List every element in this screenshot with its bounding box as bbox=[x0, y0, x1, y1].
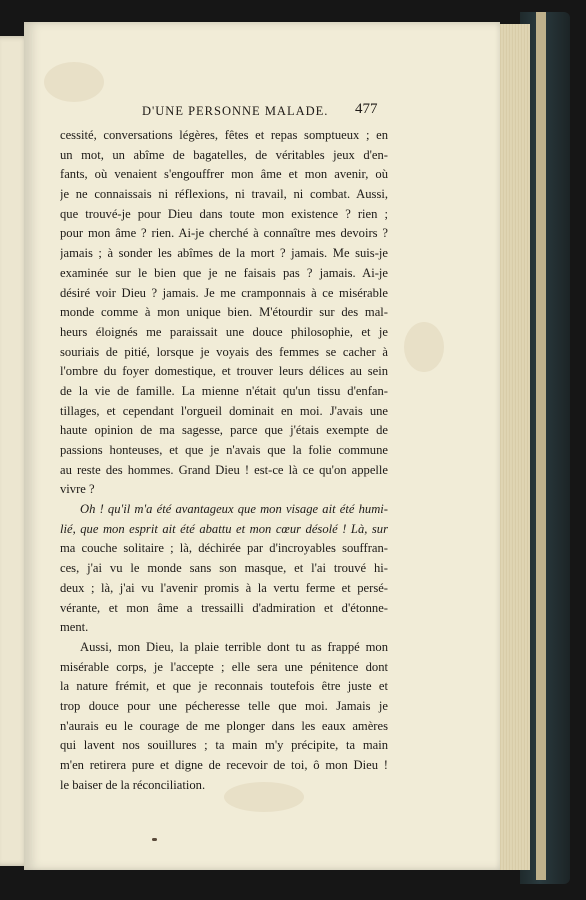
text-line: pour mon âme ? rien. Ai-je cherché à connaître mes devoirs ? bbox=[60, 226, 388, 241]
text-line: fants, où venaient s'engouffrer mon âme et mon avenir, où bbox=[60, 167, 388, 182]
text-line: deux ; là, j'ai vu l'avenir promis à la vertu ferme et persé- bbox=[60, 580, 388, 595]
text-line: n'aurais eu le courage de me plonger dans les eaux amères bbox=[60, 718, 388, 733]
book-cover-edge bbox=[536, 12, 546, 880]
text-line: un mot, un abîme de bagatelles, de véritables jeux d'en- bbox=[60, 147, 388, 162]
text-line: la nature frémit, et que je reconnais toutefois être juste et bbox=[60, 679, 388, 694]
text-line: souriais de pitié, lorsque je voyais des femmes se cacher à bbox=[60, 344, 388, 359]
text-line: ces, j'ai vu le monde sans son masque, et l'ai trouvé hi- bbox=[60, 561, 388, 576]
text-line: Aussi, mon Dieu, la plaie terrible dont tu as frappé mon bbox=[80, 639, 388, 654]
paper-stain bbox=[404, 322, 444, 372]
text-line: passions honteuses, et que je n'avais que la folie commune bbox=[60, 443, 388, 457]
text-line: haute opinion de ma sagesse, parce que j'étais exempte de bbox=[60, 423, 388, 438]
print-mark bbox=[152, 838, 157, 841]
text-line: ma couche solitaire ; là, déchirée par d'incroyables souffran- bbox=[60, 541, 388, 556]
text-line: Oh ! qu'il m'a été avantageux que mon visage ait été humi- bbox=[80, 502, 388, 517]
text-line: tillages, et cependant l'orgueil dominait en moi. J'avais une bbox=[60, 403, 388, 418]
text-line: désiré voir Dieu ? jamais. Je me cramponnais à ce misérable bbox=[60, 285, 388, 300]
text-line: heurs éloignés me paraissait une douce philosophie, et je bbox=[60, 324, 388, 339]
text-line: m'en retirera pure et digne de recevoir de toi, ô mon Dieu ! bbox=[60, 758, 388, 772]
page-number: 477 bbox=[355, 101, 378, 117]
text-line: l'ombre du foyer domestique, et trouver leurs délices au sein bbox=[60, 364, 388, 379]
text-line: je ne connaissais ni réflexions, ni travail, ni combat. Aussi, bbox=[60, 187, 388, 202]
text-line: de la vie de famille. La mienne n'était qu'un tissu d'enfan- bbox=[60, 383, 388, 398]
text-line: vérante, et mon âme a tressailli d'admiration et d'étonne- bbox=[60, 600, 388, 615]
text-line: que trouvé-je pour Dieu dans toute mon existence ? rien ; bbox=[60, 206, 388, 221]
text-line: le baiser de la réconciliation. bbox=[60, 777, 206, 792]
text-line: ment. bbox=[60, 620, 89, 635]
running-header: D'UNE PERSONNE MALADE. bbox=[142, 104, 329, 118]
text-line: trop douce pour une pécheresse telle que moi. Jamais je bbox=[60, 698, 388, 713]
text-line: cessité, conversations légères, fêtes et repas somptueux ; en bbox=[60, 128, 388, 142]
body-text bbox=[60, 126, 388, 795]
text-line: vivre ? bbox=[60, 482, 95, 497]
paper-stain bbox=[44, 62, 104, 102]
text-line: lié, que mon esprit ait été abattu et mon cœur désolé ! Là, sur bbox=[60, 521, 388, 536]
text-line: jamais ; à sonder les abîmes de la mort ? jamais. Me suis-je bbox=[60, 246, 388, 261]
text-line: au reste des hommes. Grand Dieu ! est-ce là ce qu'on appelle bbox=[60, 462, 388, 477]
text-line: qui lavent nos souillures ; ta main m'y précipite, ta main bbox=[60, 738, 388, 753]
text-line: monde comme à mon unique bien. M'étourdir sur des mal- bbox=[60, 305, 388, 320]
text-line: misérable corps, je l'accepte ; elle sera une pénitence dont bbox=[60, 659, 388, 674]
text-line: examinée sur le bien que je ne faisais pas ? jamais. Ai-je bbox=[60, 265, 388, 280]
